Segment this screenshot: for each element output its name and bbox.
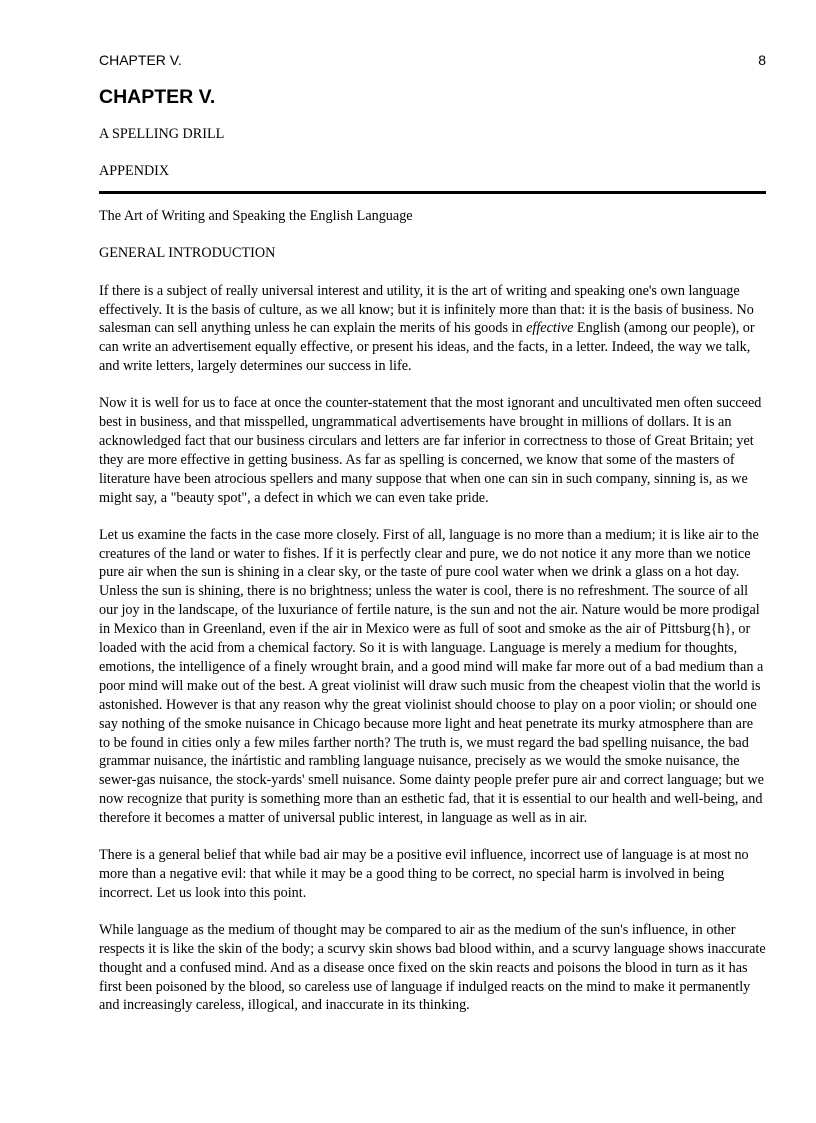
document-page	[99, 50, 766, 1015]
paragraph-3: Let us examine the facts in the case more closely. First of all, language is no more than a medium; it is like air to the creatures of the land or water to fishes. If it is perfectly clear and pure, we do not notice it any more than we notice pure air when the sun is shining in a clear sky, or the taste of pure cool water when we drink a glass on a hot day. Unless the sun is shining, there is no brightness; unless the water is cool, there is no refreshment. The source of all our joy in the landscape, of the luxuriance of fertile nature, is the sun and not the air. Nature would be more prodigal in Mexico than in Greenland, even if the air in Mexico were as full of soot and smoke as the air of Pittsburg{h}, or loaded with the acid from a chemical factory. So it is with language. Language is merely a medium for thoughts, emotions, the intelligence of a finely wrought brain, and a good mind will make far more out of a bad medium than a poor mind will make out of the best. A great violinist will draw such music from the cheapest violin that the world is astonished. However is that any reason why the great violinist should choose to play on a poor violin; or should one say nothing of the smoke nuisance in Chicago because more light and heat penetrate its murky atmosphere than are to be found in cities only a few miles farther north? The truth is, we must regard the bad spelling nuisance, the bad grammar nuisance, the inártistic and rambling language nuisance, precisely as we would the smoke nuisance, the sewer-gas nuisance, the stock-yards' smell nuisance. Some dainty people prefer pure air and correct language; but we now recognize that purity is something more than an esthetic fad, that it is essential to our health and well-being, and therefore it becomes a matter of universal public interest, in language as well as in air.	[99, 526, 764, 827]
section-heading: APPENDIX	[99, 162, 170, 179]
intro-heading: GENERAL INTRODUCTION	[99, 244, 276, 261]
chapter-heading: CHAPTER V.	[99, 86, 216, 108]
paragraph-4: There is a general belief that while bad air may be a positive evil influence, incorrect use of language is at most no more than a negative evil: that while it may be a good thing to be correct, no special harm is involved in being incorrect. Let us look into this point.	[99, 847, 749, 901]
paragraph-1	[99, 282, 766, 377]
paragraph-5: While language as the medium of thought may be compared to air as the medium of the sun's influence, in other respects it is like the skin of the body; a scurvy skin shows bad blood within, and a scurvy language shows inaccurate thought and a confused mind. And as a disease once fixed on the skin reacts and poisons the blood in turn as it has first been poisoned by the blood, so careless use of language if indulged reacts on the mind to make it permanently and increasingly careless, illogical, and inaccurate in its thinking.	[99, 921, 766, 1014]
running-title: CHAPTER V.	[99, 52, 182, 68]
page-number: 8	[758, 52, 766, 68]
chapter-subheading: A SPELLING DRILL	[99, 126, 225, 142]
paragraph-1-text-a: If there is a subject of really universal interest and utility, it is the art of writing and speaking one's own language effectively. It is the basis of culture, as we all know; but it is infinitely more than that: it is the basis of business. No salesman can sell anything unless he can explain the merits of his goods in	[99, 282, 754, 337]
horizontal-divider	[99, 191, 766, 194]
book-title: The Art of Writing and Speaking the English Language	[99, 207, 413, 224]
paragraph-2: Now it is well for us to face at once the counter-statement that the most ignorant and uncultivated men often succeed best in business, and that misspelled, ungrammatical advertisements have brought in millions of dollars. It is an acknowledged fact that our business circulars and letters are far inferior in correctness to those of Great Britain; yet they are more effective in getting business. As far as spelling is concerned, we know that some of the masters of literature have been atrocious spellers and many suppose that when one can sin in such company, sinning is, as we might say, a "beauty spot", a defect in which we can even take pride.	[99, 395, 762, 506]
emphasis-effective: effective	[526, 320, 574, 337]
paragraph-1-text-b: English (among our people), or can write an advertisement equally effective, or present his ideas, and the facts, in a letter. Indeed, the way we talk, and write letters, largely determines our success in life.	[99, 320, 755, 375]
running-header	[99, 50, 766, 70]
